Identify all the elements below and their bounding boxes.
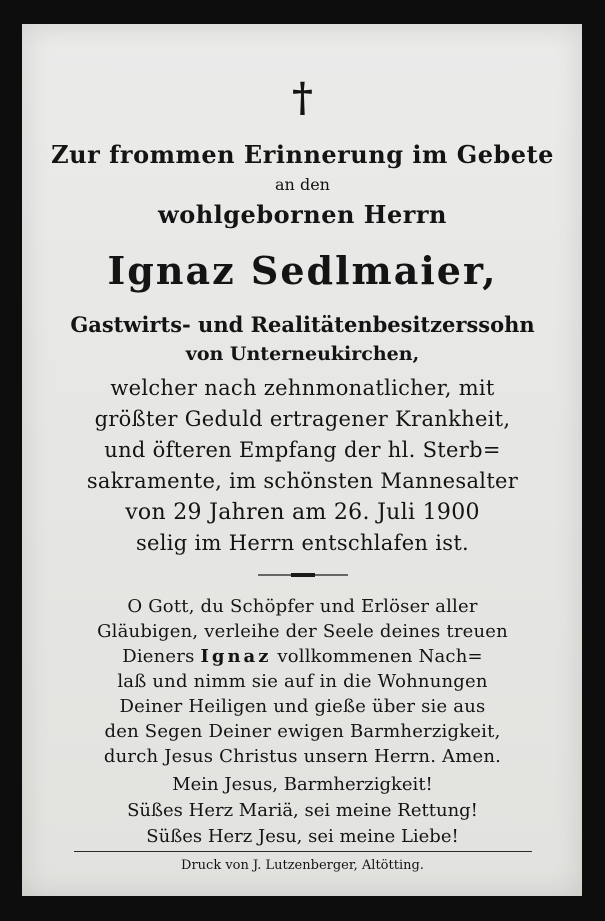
body-line-1: welcher nach zehnmonatlicher, mit (110, 376, 495, 400)
invocation-1: Mein Jesus, Barmherzigkeit! (172, 774, 433, 795)
prayer-line-1: O Gott, du Schöpfer und Erlöser aller (127, 596, 478, 617)
body-line-2: größter Geduld ertragener Krankheit, (94, 407, 511, 431)
body-line-5: von 29 Jahren am 26. Juli 1900 (125, 500, 480, 525)
body-line-3: und öfteren Empfang der hl. Sterb= (104, 438, 501, 462)
prayer-line-7: durch Jesus Christus unsern Herrn. Amen. (103, 746, 502, 767)
prayer-line-5: Deiner Heiligen und gieße über sie aus (119, 696, 486, 717)
prayer-line-3-pre: Dieners (122, 646, 201, 667)
heading-line-3: wohlgebornen Herrn (158, 200, 447, 229)
invocation-3: Süßes Herz Jesu, sei meine Liebe! (146, 826, 459, 847)
deceased-name: Ignaz Sedlmaier, (107, 248, 498, 293)
prayer-line-4: laß und nimm sie auf in die Wohnungen (117, 671, 488, 692)
divider-ornament (258, 572, 348, 578)
prayer-line-3-post: vollkommenen Nach= (271, 646, 483, 667)
occupation-line: Gastwirts- und Realitätenbesitzerssohn (70, 312, 535, 337)
heading-line-1: Zur frommen Erinnerung im Gebete (51, 140, 554, 169)
heading-line-2: an den (275, 175, 330, 194)
prayer-line-3 (0, 646, 605, 667)
bottom-rule (74, 851, 532, 852)
printer-imprint: Druck von J. Lutzenberger, Altötting. (181, 858, 424, 873)
invocation-2: Süßes Herz Mariä, sei meine Rettung! (127, 800, 478, 821)
prayer-line-6: den Segen Deiner ewigen Barmherzigkeit, (104, 721, 501, 742)
cross-symbol: † (292, 74, 313, 121)
origin-line: von Unterneukirchen, (185, 343, 420, 365)
prayer-line-2: Gläubigen, verleihe der Seele deines treuen (97, 621, 508, 642)
prayer-name: Ignaz (200, 646, 272, 667)
body-line-6: selig im Herrn entschlafen ist. (135, 531, 470, 555)
body-line-4: sakramente, im schönsten Mannesalter (86, 469, 519, 493)
